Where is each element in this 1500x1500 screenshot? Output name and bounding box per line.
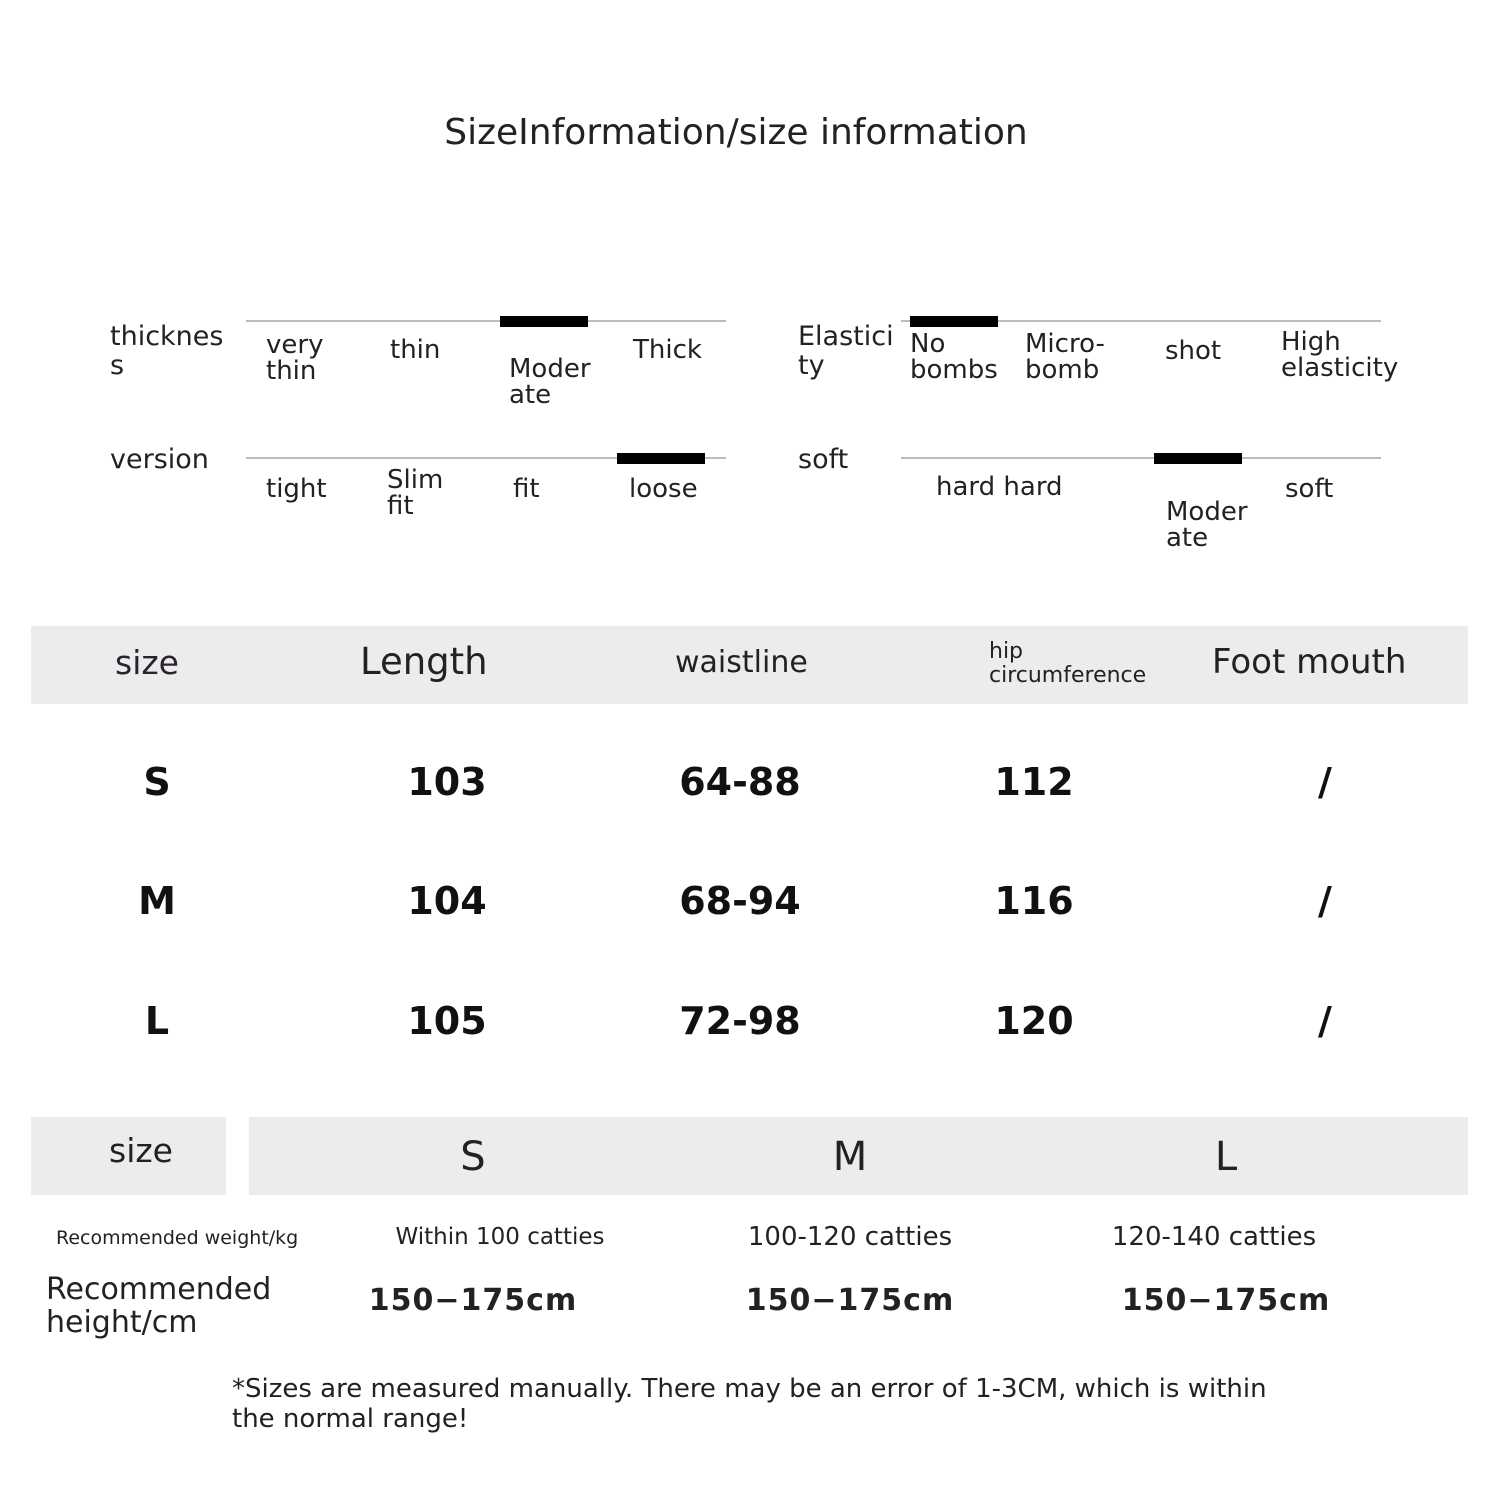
row-foot-mouth: / xyxy=(1318,879,1332,923)
row-size-m: M xyxy=(138,879,176,923)
row-waistline: 64-88 xyxy=(679,760,801,804)
thickness-selected-marker xyxy=(500,316,588,327)
weight-value-l: 120-140 catties xyxy=(1111,1222,1317,1252)
elasticity-option-shot: shot xyxy=(1165,336,1222,366)
recommended-weight-label: Recommended weight/kg xyxy=(56,1227,299,1249)
waistline-header: waistline xyxy=(675,645,808,680)
measurement-note: *Sizes are measured manually. There may be an error of 1-3CM, which is within the normal range! xyxy=(232,1374,1267,1434)
elasticity-option-no-bombs: No bombs xyxy=(910,329,998,385)
size-header: size xyxy=(115,643,179,682)
version-label: version xyxy=(110,444,209,475)
height-value-s: 150−175cm xyxy=(368,1283,578,1318)
row-hip: 116 xyxy=(994,879,1074,923)
version-option-slim-fit: Slim fit xyxy=(387,465,444,521)
weight-value-m: 100-120 catties xyxy=(747,1222,953,1252)
row-size-l: L xyxy=(144,999,170,1043)
page-title: SizeInformation/size information xyxy=(444,112,1028,153)
soft-scale-line xyxy=(901,457,1381,459)
row-hip: 120 xyxy=(994,999,1074,1043)
recommend-size-s: S xyxy=(460,1134,486,1180)
row-foot-mouth: / xyxy=(1318,999,1332,1043)
length-header: Length xyxy=(360,640,488,683)
row-waistline: 68-94 xyxy=(679,879,801,923)
version-option-tight: tight xyxy=(266,474,327,504)
thickness-option-thick: Thick xyxy=(633,335,702,365)
row-length: 104 xyxy=(407,879,487,923)
foot-mouth-header: Foot mouth xyxy=(1212,642,1407,682)
recommend-size-m: M xyxy=(832,1134,868,1180)
elasticity-label: Elastici ty xyxy=(798,321,894,381)
row-length: 103 xyxy=(407,760,487,804)
thickness-scale-line xyxy=(246,320,726,322)
version-selected-marker xyxy=(617,453,705,464)
row-waistline: 72-98 xyxy=(679,999,801,1043)
version-option-fit: fit xyxy=(513,474,540,504)
thickness-option-moderate: Moder ate xyxy=(509,354,591,410)
height-value-l: 150−175cm xyxy=(1121,1283,1331,1318)
elasticity-selected-marker xyxy=(910,316,998,327)
recommend-size-label: size xyxy=(109,1131,173,1170)
weight-value-s: Within 100 catties xyxy=(395,1224,605,1250)
elasticity-option-micro-bomb: Micro- bomb xyxy=(1025,329,1105,385)
soft-selected-marker xyxy=(1154,453,1242,464)
hip-circumference-header: hip circumference xyxy=(989,639,1147,688)
soft-label: soft xyxy=(798,444,849,475)
soft-option-moderate: Moder ate xyxy=(1166,497,1248,553)
row-size-s: S xyxy=(143,760,171,804)
recommend-size-l: L xyxy=(1214,1134,1238,1180)
height-value-m: 150−175cm xyxy=(745,1283,955,1318)
soft-option-soft: soft xyxy=(1285,474,1334,504)
row-hip: 112 xyxy=(994,760,1074,804)
soft-option-hard-hard: hard hard xyxy=(936,472,1063,502)
row-foot-mouth: / xyxy=(1318,760,1332,804)
elasticity-option-high-elasticity: High elasticity xyxy=(1281,327,1399,383)
thickness-option-very-thin: very thin xyxy=(266,330,324,386)
version-option-loose: loose xyxy=(629,474,698,504)
recommended-height-label: Recommended height/cm xyxy=(46,1272,272,1340)
thickness-option-thin: thin xyxy=(390,335,441,365)
thickness-label: thicknes s xyxy=(110,321,224,381)
row-length: 105 xyxy=(407,999,487,1043)
